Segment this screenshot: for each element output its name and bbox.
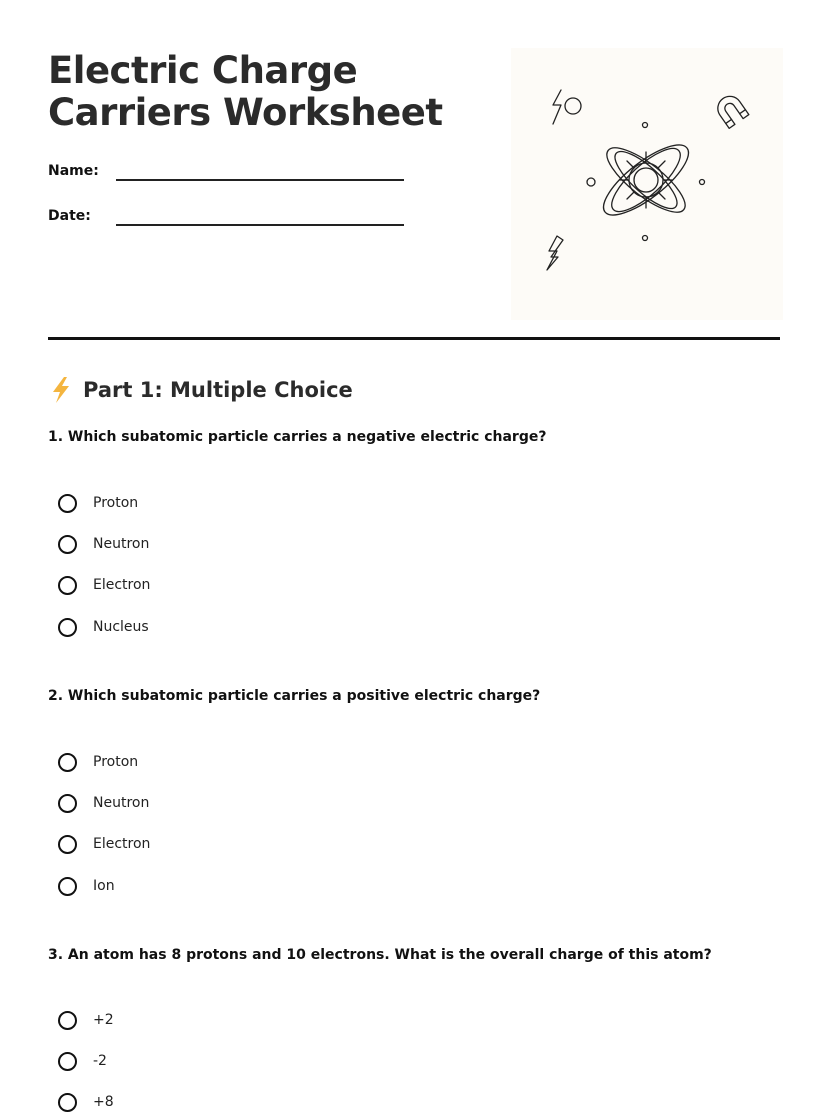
q1-option-3[interactable] <box>58 573 150 597</box>
option-label: +8 <box>93 1094 114 1110</box>
option-label: Nucleus <box>93 619 149 635</box>
atom-illustration <box>511 48 783 320</box>
option-label: Proton <box>93 754 139 770</box>
option-label: -2 <box>93 1053 107 1069</box>
part1-heading <box>48 374 353 406</box>
option-label: Proton <box>93 495 139 511</box>
radio-button[interactable] <box>58 1011 77 1030</box>
option-label: +2 <box>93 1012 114 1028</box>
radio-button[interactable] <box>58 1093 77 1112</box>
name-label: Name: <box>48 163 99 179</box>
q2-option-1[interactable] <box>58 750 138 774</box>
radio-button[interactable] <box>58 494 77 513</box>
q1-option-2[interactable] <box>58 532 149 556</box>
radio-button[interactable] <box>58 794 77 813</box>
q2-option-3[interactable] <box>58 832 150 856</box>
magnet-icon <box>713 92 749 129</box>
q1-option-4[interactable] <box>58 615 149 639</box>
radio-button[interactable] <box>58 877 77 896</box>
radio-button[interactable] <box>58 618 77 637</box>
date-label: Date: <box>48 208 91 224</box>
page-title: Electric Charge Carriers Worksheet <box>48 49 443 134</box>
option-label: Neutron <box>93 795 150 811</box>
part1-title: Part 1: Multiple Choice <box>83 378 353 402</box>
name-input-line[interactable] <box>116 179 404 181</box>
radio-button[interactable] <box>58 1052 77 1071</box>
name-field[interactable] <box>48 160 116 179</box>
bolt-with-circle-icon <box>553 90 581 124</box>
radio-button[interactable] <box>58 835 77 854</box>
lightning-bolt-icon <box>48 376 74 404</box>
radio-button[interactable] <box>58 535 77 554</box>
radio-button[interactable] <box>58 753 77 772</box>
header-divider <box>48 337 780 340</box>
q3-option-3[interactable] <box>58 1090 114 1114</box>
option-label: Ion <box>93 878 115 894</box>
date-input-line[interactable] <box>116 224 404 226</box>
q1-option-1[interactable] <box>58 491 138 515</box>
option-label: Neutron <box>93 536 150 552</box>
lightning-icon <box>547 236 563 270</box>
option-label: Electron <box>93 836 151 852</box>
question-1: 1. Which subatomic particle carries a negative electric charge? <box>48 429 547 445</box>
q2-option-4[interactable] <box>58 874 115 898</box>
q3-option-1[interactable] <box>58 1008 114 1032</box>
question-3: 3. An atom has 8 protons and 10 electrons. What is the overall charge of this atom? <box>48 947 712 963</box>
q3-option-2[interactable] <box>58 1049 107 1073</box>
date-field[interactable] <box>48 205 116 224</box>
radio-button[interactable] <box>58 576 77 595</box>
question-2: 2. Which subatomic particle carries a positive electric charge? <box>48 688 541 704</box>
q2-option-2[interactable] <box>58 791 149 815</box>
option-label: Electron <box>93 577 151 593</box>
atom-icon <box>594 134 698 226</box>
